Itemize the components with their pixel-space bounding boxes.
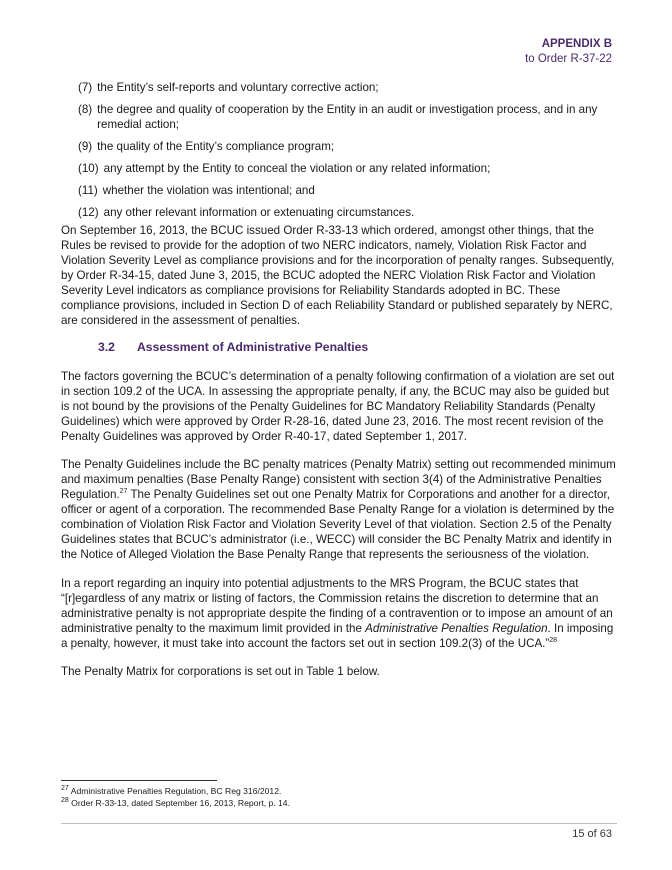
list-item-text: any attempt by the Entity to conceal the violation or any related information; [103, 162, 491, 175]
page-number: 15 of 63 [572, 828, 612, 840]
list-item-text: whether the violation was intentional; and [102, 184, 315, 197]
footnote-number: 28 [61, 797, 69, 805]
footnotes [61, 785, 290, 809]
footnote-divider [61, 780, 217, 781]
list-item [78, 80, 618, 95]
paragraph-table-intro: The Penalty Matrix for corporations is set out in Table 1 below. [61, 665, 380, 678]
list-item [78, 161, 618, 176]
paragraph-text: In a report regarding an inquiry into potential adjustments to the MRS Program, the BCUC states that “[r]egardless of any matrix or listing of factors, the Commission retains the discretion to determine that an administrative penalty is not appropriate despite the finding of a contravention or to impose an amount of an administrative penalty to the maximum limit provided in the [61, 577, 613, 635]
paragraph-text: . In imposing a penalty, however, it must take into account the factors set out in section 109.2(3) of the UCA.” [61, 622, 614, 650]
list-item-number: (10) [78, 162, 99, 175]
list-item-text: the Entity’s self-reports and voluntary corrective action; [97, 81, 379, 94]
list-item-text: any other relevant information or extenuating circumstances. [103, 206, 415, 219]
section-number: 3.2 [98, 340, 115, 354]
section-title: Assessment of Administrative Penalties [137, 340, 369, 354]
paragraph-penalty-factors: The factors governing the BCUC’s determination of a penalty following confirmation of a violation are set out in section 109.2 of the UCA. In assessing the appropriate penalty, if any, the BCUC may also be guided but is not bound by the provisions of the Penalty Guidelines for BC Mandatory Reliability Standards (Penalty Guidelines) which were approved by Order R-28-16, dated June 23, 2016. The most recent revision of the Penalty Guidelines was approved by Order R-40-17, dated September 1, 2017. [61, 370, 615, 443]
list-item-number: (7) [78, 81, 93, 94]
paragraph-penalty-matrix [61, 457, 617, 562]
footnote-reference[interactable]: 27 [119, 488, 128, 496]
paragraph-text: The Penalty Guidelines include the BC penalty matrices (Penalty Matrix) setting out recommended minimum and maximum penalties (Base Penalty Range) consistent with section 3(4) of the Administrative Penalties Regulation. [61, 458, 616, 501]
factor-list [78, 80, 618, 227]
page-footer-divider [61, 823, 617, 824]
list-item [78, 183, 618, 198]
list-item-text: the quality of the Entity’s compliance program; [97, 140, 335, 153]
list-item [78, 139, 618, 154]
footnote-reference[interactable]: 28 [549, 637, 558, 645]
list-item [78, 205, 618, 220]
appendix-label: APPENDIX B [541, 38, 612, 50]
paragraph-order-r-33-13: On September 16, 2013, the BCUC issued Order R-33-13 which ordered, amongst other things, that the Rules be revised to provide for the adoption of two NERC indicators, namely, Violation Risk Factor and Violation Severity Level as compliance provisions and for the incorporation of penalty ranges. Subsequently, by Order R-34-15, dated June 3, 2015, the BCUC adopted the NERC Violation Risk Factor and Violation Severity Level indicators as compliance provisions for Reliability Standards adopted in BC. These compliance provisions, included in Section D of each Reliability Standard or published separately by NERC, are considered in the assessment of penalties. [61, 224, 615, 327]
footnote [61, 797, 290, 809]
order-reference: to Order R-37-22 [525, 53, 612, 65]
footnote [61, 785, 290, 797]
list-item-number: (9) [78, 140, 93, 153]
paragraph-mrs-report [61, 576, 617, 651]
list-item-number: (8) [78, 103, 93, 116]
list-item-text: the degree and quality of cooperation by the Entity in an audit or investigation process, and in any remedial action; [97, 103, 598, 131]
list-item-number: (12) [78, 206, 99, 219]
regulation-title: Administrative Penalties Regulation [365, 622, 548, 635]
footnote-text: Administrative Penalties Regulation, BC Reg 316/2012. [68, 786, 282, 796]
footnote-number: 27 [61, 785, 69, 793]
list-item [78, 102, 618, 132]
section-heading [98, 340, 368, 354]
list-item-number: (11) [78, 184, 98, 197]
page-header [525, 37, 612, 67]
footnote-text: Order R-33-13, dated September 16, 2013, Report, p. 14. [68, 798, 290, 808]
paragraph-text: The Penalty Guidelines set out one Penalty Matrix for Corporations and another for a director, officer or agent of a corporation. The recommended Base Penalty Range for a violation is determined by the combination of Violation Risk Factor and Violation Severity Level of that violation. Section 2.5 of the Penalty Guidelines states that BCUC’s administrator (i.e., WECC) will consider the BC Penalty Matrix and identify in the Notice of Alleged Violation the Base Penalty Range that represents the seriousness of the violation. [61, 488, 615, 561]
